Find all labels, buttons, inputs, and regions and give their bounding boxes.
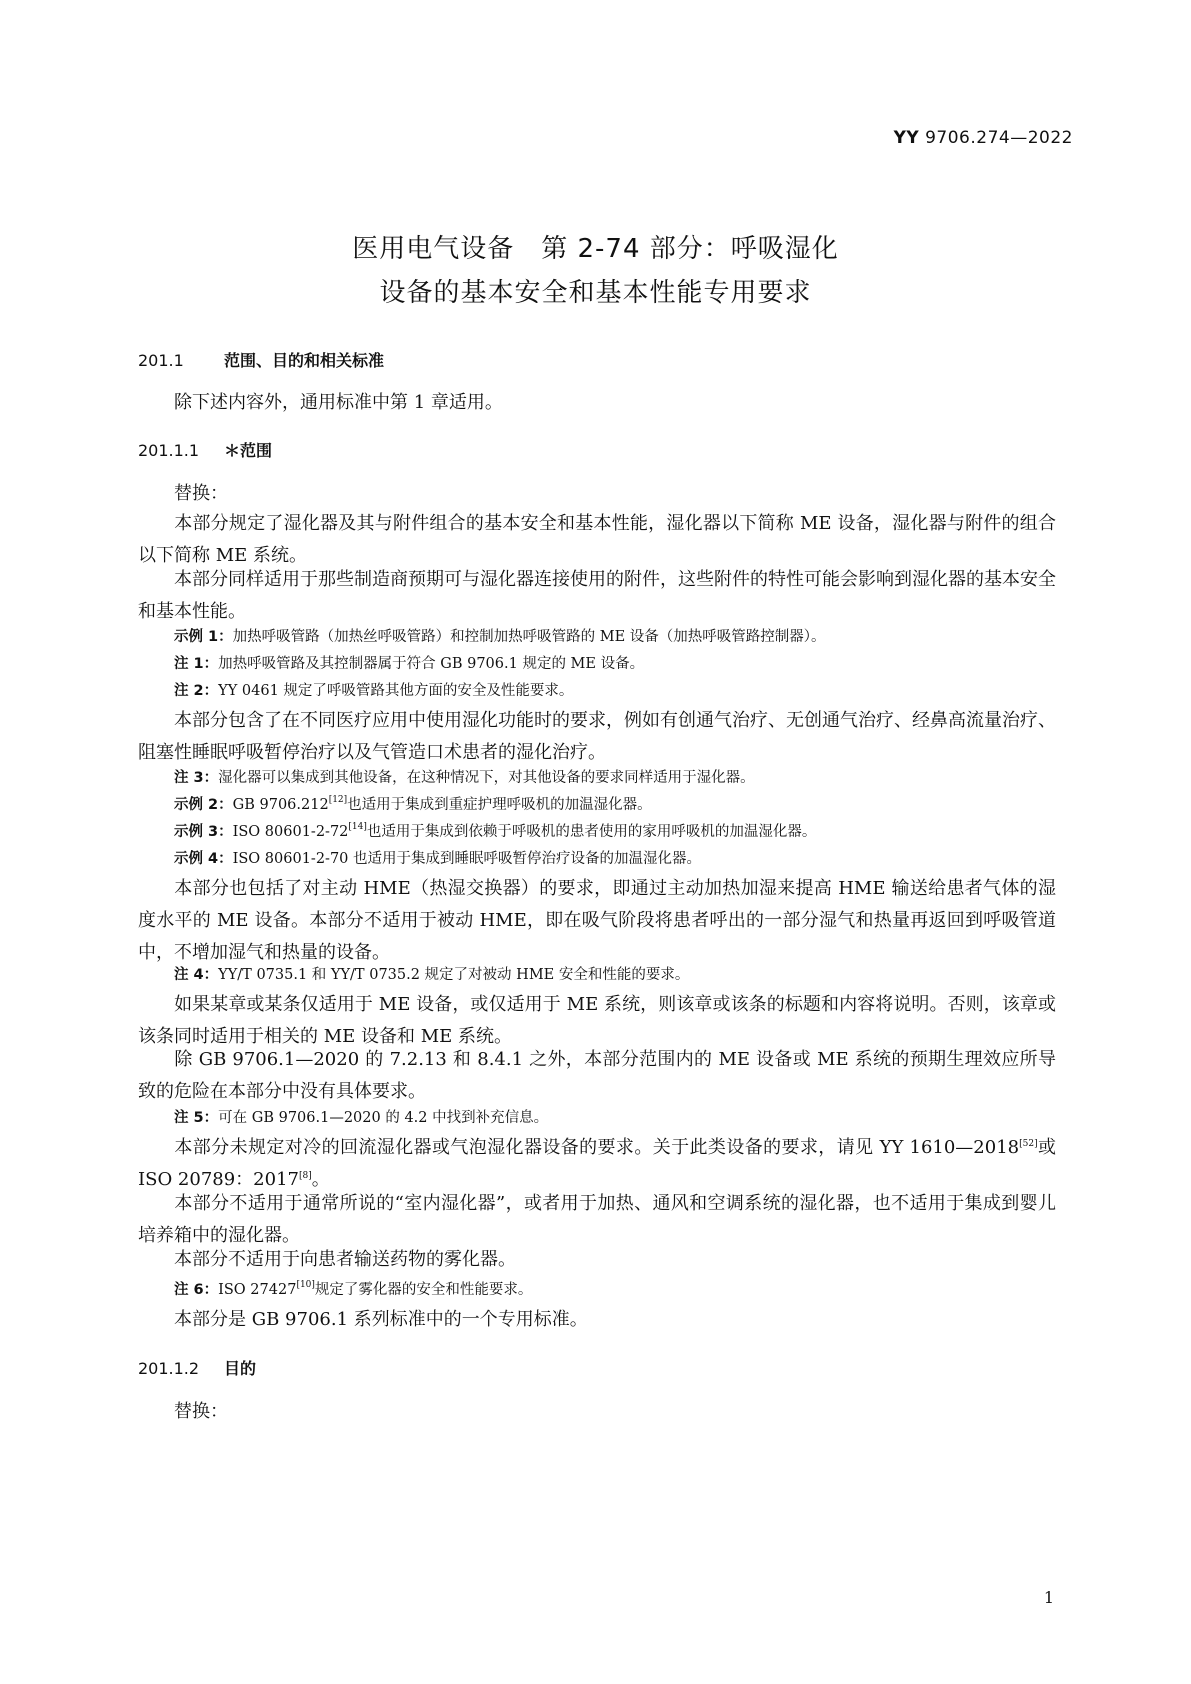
section-number: 201.1.2	[138, 1359, 200, 1378]
note-5: 注 5：可在 GB 9706.1—2020 的 4.2 中找到补充信息。	[174, 1110, 549, 1126]
standard-code	[894, 128, 1073, 148]
document-title-line-1: 医用电气设备 第 2-74 部分：呼吸湿化	[352, 234, 839, 264]
paragraph: 本部分同样适用于那些制造商预期可与湿化器连接使用的附件，这些附件的特性可能会影响到湿化器的基本安全和基本性能。	[138, 569, 1056, 622]
note-2: 注 2：YY 0461 规定了呼吸管路其他方面的安全及性能要求。	[174, 683, 574, 699]
example-3: 示例 3：ISO 80601-2-72[14]也适用于集成到依赖于呼吸机的患者使用的家用呼吸机的加温湿化器。	[174, 822, 817, 840]
paragraph: 本部分规定了湿化器及其与附件组合的基本安全和基本性能，湿化器以下简称 ME 设备，湿化器与附件的组合以下简称 ME 系统。	[138, 513, 1056, 566]
paragraph: 本部分不适用于向患者输送药物的雾化器。	[174, 1249, 516, 1270]
paragraph: 本部分不适用于通常所说的“室内湿化器”，或者用于加热、通风和空调系统的湿化器，也不适用于集成到婴儿培养箱中的湿化器。	[138, 1193, 1056, 1246]
standard-prefix: YY	[893, 128, 920, 148]
section-number: 201.1	[138, 351, 184, 370]
section-201-1-2-heading	[138, 1356, 256, 1379]
paragraph: 本部分包含了在不同医疗应用中使用湿化功能时的要求，例如有创通气治疗、无创通气治疗、经鼻高流量治疗、阻塞性睡眠呼吸暂停治疗以及气管造口术患者的湿化治疗。	[138, 710, 1056, 763]
section-title: 范围、目的和相关标准	[224, 351, 385, 370]
example-2: 示例 2：GB 9706.212[12]也适用于集成到重症护理呼吸机的加温湿化器。	[174, 795, 652, 813]
section-number: 201.1.1	[138, 441, 200, 460]
note-4: 注 4：YY/T 0735.1 和 YY/T 0735.2 规定了对被动 HME 安全和性能的要求。	[174, 967, 690, 983]
replacement-label: 替换：	[174, 483, 228, 504]
paragraph: 本部分是 GB 9706.1 系列标准中的一个专用标准。	[174, 1309, 588, 1330]
note-6: 注 6：ISO 27427[10]规定了雾化器的安全和性能要求。	[174, 1280, 533, 1298]
document-title-line-2: 设备的基本安全和基本性能专用要求	[379, 278, 812, 308]
section-201-1-heading	[138, 348, 384, 371]
section-201-1-1-heading	[138, 438, 272, 461]
paragraph: 本部分未规定对冷的回流湿化器或气泡湿化器设备的要求。关于此类设备的要求，请见 YY 1610—2018[52]或 ISO 20789：2017[8]。	[138, 1137, 1057, 1190]
paragraph: 如果某章或某条仅适用于 ME 设备，或仅适用于 ME 系统，则该章或该条的标题和内容将说明。否则，该章或该条同时适用于相关的 ME 设备和 ME 系统。	[138, 994, 1056, 1047]
replacement-label: 替换：	[174, 1401, 228, 1422]
standard-number: 9706.274—2022	[925, 128, 1073, 148]
page-number: 1	[1043, 1588, 1054, 1607]
example-1: 示例 1：加热呼吸管路（加热丝呼吸管路）和控制加热呼吸管路的 ME 设备（加热呼吸管路控制器）。	[174, 629, 826, 645]
paragraph: 除下述内容外，通用标准中第 1 章适用。	[174, 392, 503, 413]
section-title: ＊范围	[224, 441, 273, 460]
paragraph: 除 GB 9706.1—2020 的 7.2.13 和 8.4.1 之外，本部分范围内的 ME 设备或 ME 系统的预期生理效应所导致的危险在本部分中没有具体要求。	[138, 1049, 1056, 1102]
example-4: 示例 4：ISO 80601-2-70 也适用于集成到睡眠呼吸暂停治疗设备的加温湿化器。	[174, 851, 702, 867]
note-1: 注 1：加热呼吸管路及其控制器属于符合 GB 9706.1 规定的 ME 设备。	[174, 656, 645, 672]
paragraph: 本部分也包括了对主动 HME（热湿交换器）的要求，即通过主动加热加湿来提高 HME 输送给患者气体的湿度水平的 ME 设备。本部分不适用于被动 HME，即在吸气阶段将患者呼出的一部分湿气和热量再返回到呼吸管道中，不增加湿气和热量的设备。	[138, 878, 1056, 963]
section-title: 目的	[224, 1359, 257, 1378]
note-3: 注 3：湿化器可以集成到其他设备，在这种情况下，对其他设备的要求同样适用于湿化器。	[174, 770, 755, 786]
